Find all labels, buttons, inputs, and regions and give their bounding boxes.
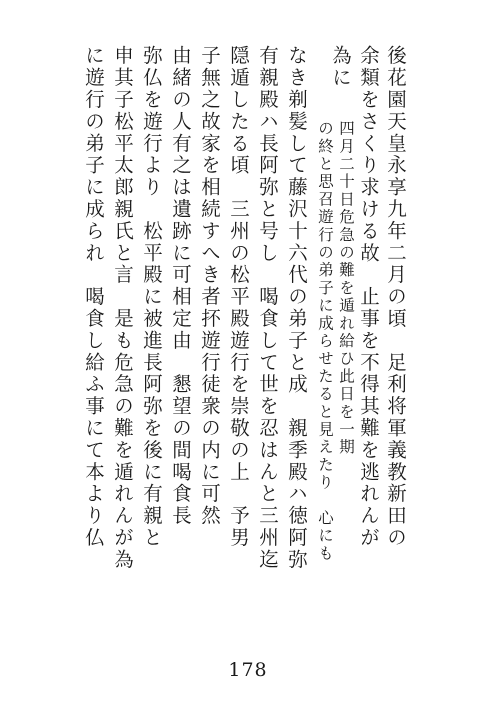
text-line-7: 子無之故家を相続すへき者抔遊行徒衆の内に可然 xyxy=(198,45,221,527)
text-line-9: 弥仏を遊行より 松平殿に被進長阿弥を後に有親と xyxy=(140,45,163,549)
text-line-8: 由緒の人有之は遺跡に可相定由 懇望の間喝食長 xyxy=(169,45,192,527)
text-line-5: 有親殿ハ長阿弥と号し 喝食して世を忍はんと三州迄 xyxy=(256,45,279,571)
page-number: 178 xyxy=(228,659,268,681)
text-line-4: なき剃髪して藤沢十六代の弟子と成 親季殿ハ徳阿弥 xyxy=(285,45,308,571)
text-line-10: 申其子松平太郎親氏と言 是も危急の難を遁れんが為 xyxy=(111,45,134,571)
text-line-3-lead: 為に xyxy=(329,45,352,89)
text-line-2: 余類をさくり求ける故 止事を不得其難を逃れんが xyxy=(357,45,380,549)
text-line-11: に遊行の弟子に成られ 喝食し給ふ事にて本より仏 xyxy=(82,45,105,549)
text-line-1: 後花園天皇永享九年二月の頃 足利将軍義教新田の xyxy=(384,45,407,549)
text-line-3b: の終と思召遊行の弟子に成らせたると見えたり 心にも xyxy=(316,120,334,563)
text-line-6: 隠遁したる頃 三州の松平殿遊行を崇敬の上 予男 xyxy=(227,45,250,549)
text-line-3a: 四月二十日危急の難を遁れ給ひ此日を一期 xyxy=(337,120,355,457)
